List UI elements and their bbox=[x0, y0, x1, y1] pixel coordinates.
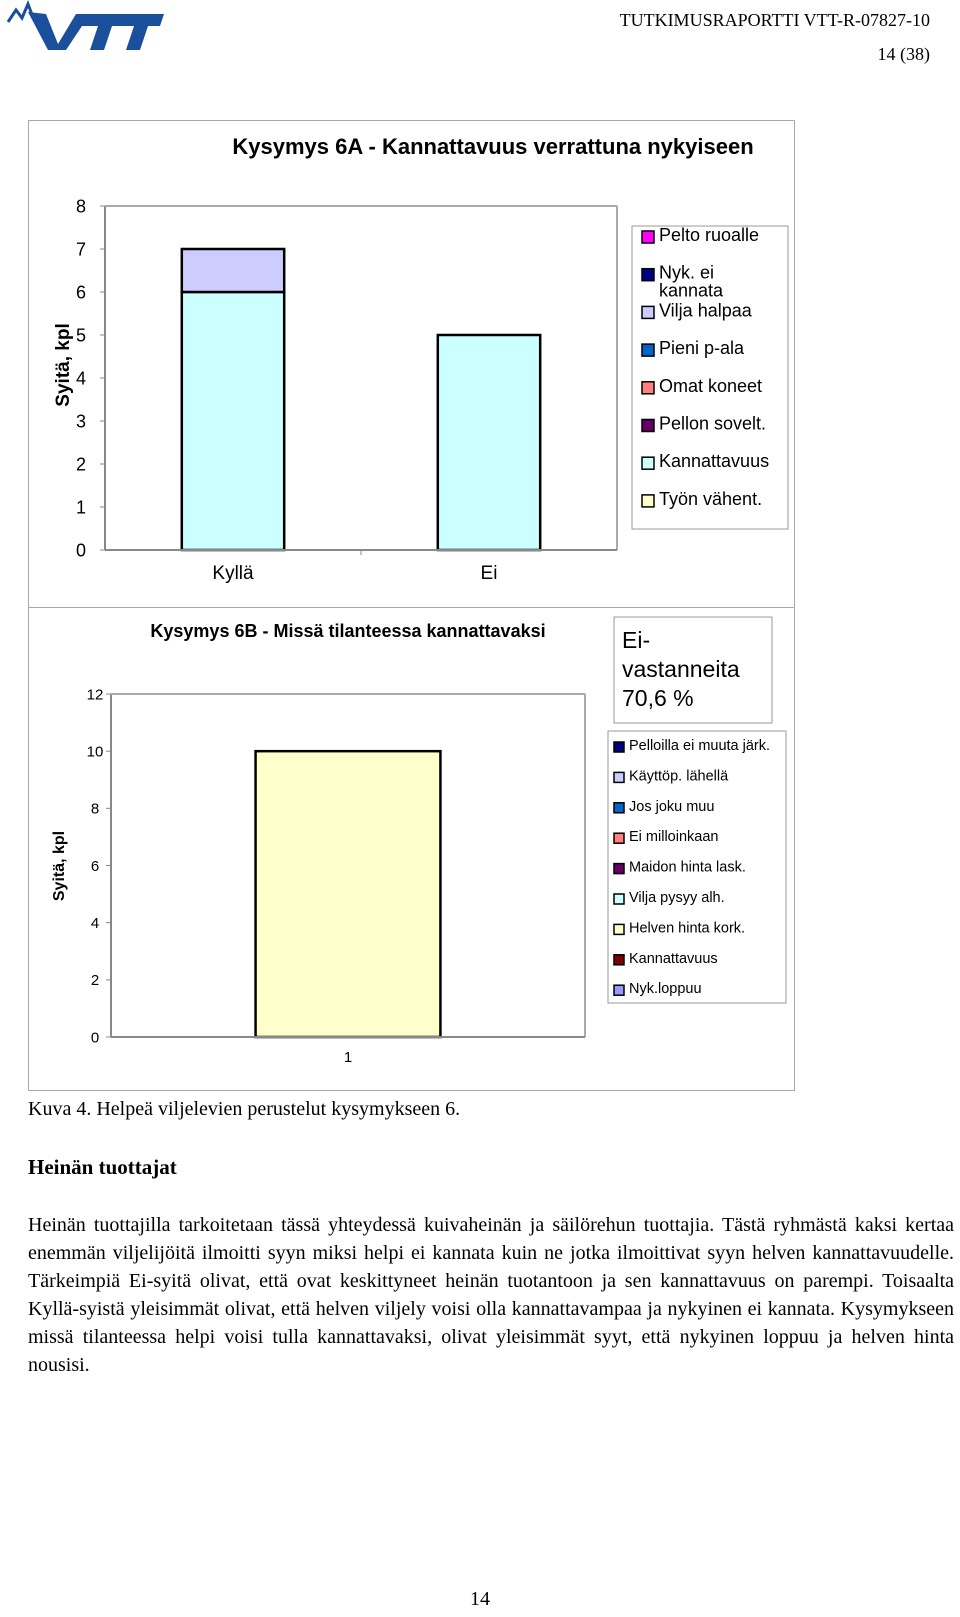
legend-swatch bbox=[614, 864, 624, 874]
legend-label: Helven hinta kork. bbox=[629, 920, 746, 937]
report-id: TUTKIMUSRAPORTTI VTT-R-07827-10 bbox=[619, 10, 930, 30]
legend-label: Kannattavuus bbox=[659, 451, 770, 472]
legend-label: Kannattavuus bbox=[629, 950, 718, 967]
x-tick-label: Kyllä bbox=[212, 563, 254, 584]
y-tick-label: 8 bbox=[75, 196, 87, 217]
legend-label: Pieni p-ala bbox=[659, 338, 745, 359]
y-tick-label: 6 bbox=[90, 857, 100, 875]
legend-label: Työn vähent. bbox=[659, 488, 763, 509]
legend-swatch bbox=[614, 772, 624, 782]
legend-label: Pelto ruoalle bbox=[659, 225, 760, 245]
y-tick-label: 6 bbox=[75, 282, 87, 303]
y-tick-label: 2 bbox=[75, 454, 87, 475]
y-tick-label: 7 bbox=[75, 239, 87, 260]
page-number: 14 bbox=[470, 1588, 490, 1610]
legend-label: Käyttöp. lähellä bbox=[629, 768, 729, 785]
page-count: 14 (38) bbox=[877, 44, 930, 64]
x-tick-label: 1 bbox=[343, 1049, 353, 1066]
legend-label: Maidon hinta lask. bbox=[629, 859, 746, 876]
legend-label: Vilja halpaa bbox=[659, 300, 752, 321]
legend-swatch bbox=[614, 742, 624, 752]
y-tick-label: 0 bbox=[90, 1029, 100, 1047]
annotation-text: Ei-vastanneita 70,6 % bbox=[622, 627, 740, 711]
legend-label: Nyk. ei kannata bbox=[659, 262, 724, 301]
body-paragraph: Heinän tuottajilla tarkoitetaan tässä yhteydessä kuivaheinän ja säilörehun tuottajia. Tästä ryhmästä kaksi kertaa enemmän viljelijöitä ilmoitti syyn miksi helpi ei kannata kuin ne jotka ilmoittivat syyn helven kannattavuudelle. Tärkeimpiä Ei-syitä olivat, että ovat keskittyneet heinän tuotantoon ja sen kannattavuus on parempi. Toisaalta Kyllä-syistä yleisimmät olivat, että helven viljely voisi olla kannattavampaa ja nykyinen ei kannata. Kysymykseen missä tilanteessa helpi voisi tulla kannattavaksi, olivat yleisimmät syyt, että nykyinen loppuu ja helven hinta nousisi. bbox=[28, 1214, 954, 1376]
figure-caption: Kuva 4. Helpeä viljelevien perustelut kysymykseen 6. bbox=[28, 1098, 461, 1120]
y-tick-label: 10 bbox=[86, 743, 104, 761]
y-tick-label: 0 bbox=[75, 540, 87, 561]
legend-swatch bbox=[614, 833, 624, 843]
y-tick-label: 2 bbox=[90, 972, 100, 990]
section-heading: Heinän tuottajat bbox=[28, 1155, 177, 1179]
legend-swatch bbox=[614, 924, 624, 934]
legend-swatch bbox=[614, 985, 624, 995]
y-tick-label: 3 bbox=[75, 411, 87, 432]
chart-6b-ylabel: Syitä, kpl bbox=[51, 830, 68, 902]
logo-text: VTT bbox=[6, 0, 8, 1]
legend-label: Vilja pysyy alh. bbox=[629, 890, 725, 906]
y-tick-label: 1 bbox=[75, 497, 87, 518]
legend-label: Pellon sovelt. bbox=[659, 413, 767, 434]
chart-6a-title: Kysymys 6A - Kannattavuus verrattuna nykyiseen bbox=[232, 134, 754, 159]
chart-6a-ylabel: Syitä, kpl bbox=[53, 323, 74, 407]
chart-6b-title: Kysymys 6B - Missä tilanteessa kannattavaksi bbox=[150, 621, 546, 641]
legend-swatch bbox=[614, 803, 624, 813]
legend-label: Omat koneet bbox=[659, 375, 763, 396]
legend-label: Nyk.loppuu bbox=[629, 981, 702, 998]
bar-segment bbox=[256, 751, 441, 1037]
legend-swatch bbox=[614, 894, 624, 904]
legend-label: Jos joku muu bbox=[629, 798, 715, 815]
legend-swatch bbox=[614, 955, 624, 965]
y-tick-label: 4 bbox=[75, 368, 87, 389]
legend-label: Pelloilla ei muuta järk. bbox=[629, 738, 771, 754]
x-tick-label: Ei bbox=[480, 563, 498, 584]
legend-label: Ei milloinkaan bbox=[629, 829, 719, 846]
y-tick-label: 4 bbox=[90, 915, 100, 933]
y-tick-label: 12 bbox=[86, 686, 104, 704]
y-tick-label: 5 bbox=[75, 325, 87, 346]
y-tick-label: 8 bbox=[90, 800, 100, 818]
